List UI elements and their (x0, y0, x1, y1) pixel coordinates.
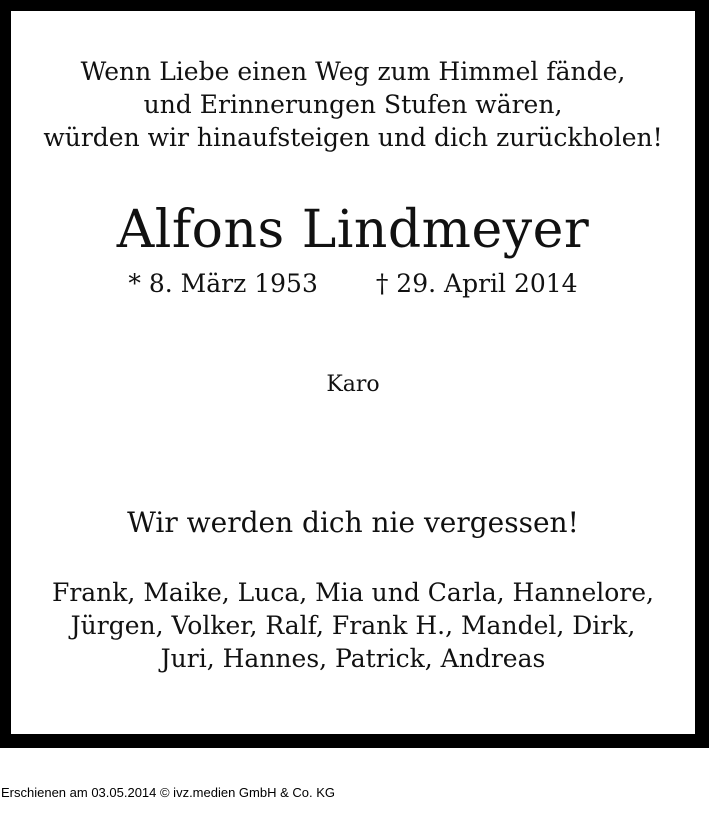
mourners-line-1: Frank, Maike, Luca, Mia und Carla, Hannelore, (51, 578, 654, 607)
mourners-line-3: Juri, Hannes, Patrick, Andreas (160, 644, 546, 673)
verse-line-3: würden wir hinaufsteigen und dich zurückholen! (43, 123, 663, 152)
closing-line: Wir werden dich nie vergessen! (127, 506, 579, 539)
birth-date: * 8. März 1953 (128, 269, 318, 298)
verse-line-1: Wenn Liebe einen Weg zum Himmel fände, (80, 57, 626, 86)
pet-name: Karo (326, 372, 380, 397)
life-dates (11, 269, 695, 299)
verse-line-2: und Erinnerungen Stufen wären, (143, 90, 563, 119)
publication-footer: Erschienen am 03.05.2014 © ivz.medien GmbH & Co. KG (1, 785, 336, 800)
mourners-line-2: Jürgen, Volker, Ralf, Frank H., Mandel, Dirk, (70, 611, 636, 640)
deceased-name: Alfons Lindmeyer (116, 200, 590, 260)
death-date: † 29. April 2014 (375, 269, 578, 298)
